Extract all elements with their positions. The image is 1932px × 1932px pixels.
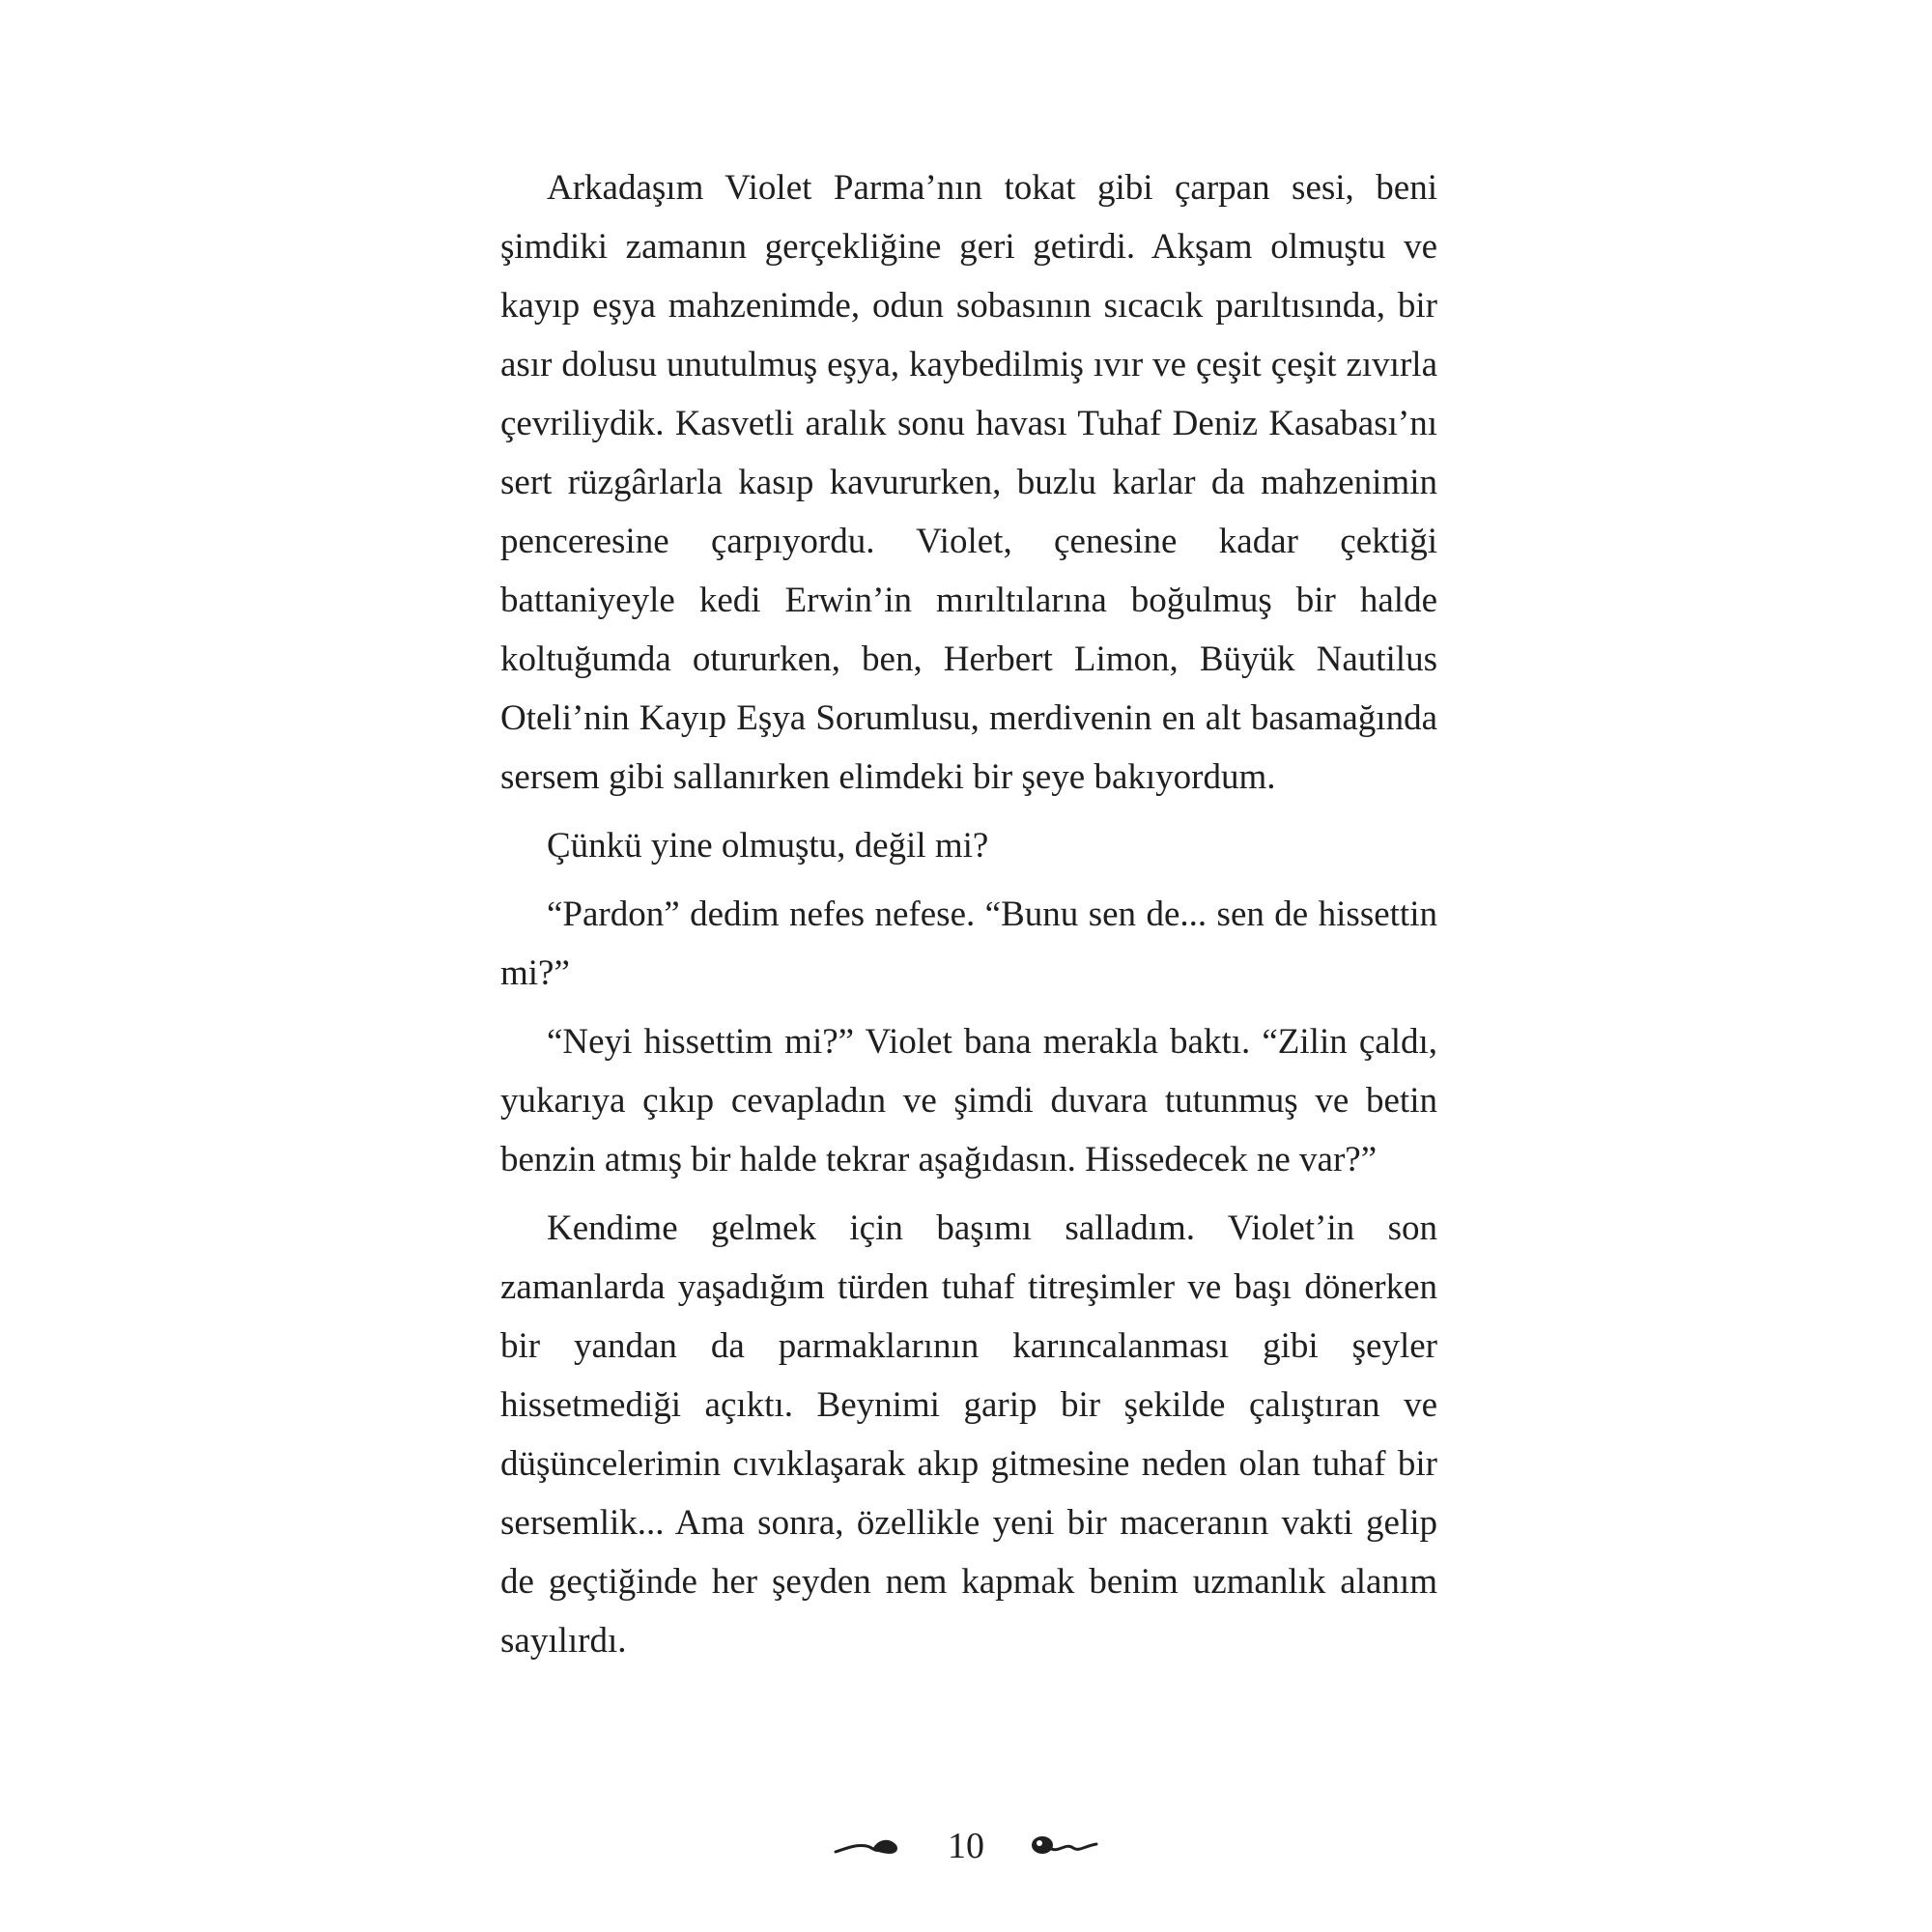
squiggle-ornament-left-icon <box>834 1829 903 1863</box>
paragraph-4: “Neyi hissettim mi?” Violet bana merakla baktı. “Zilin çaldı, yukarıya çıkıp cevapladın ve şimdi duvara tutunmuş ve betin benzin atmış bir halde tekrar aşağıdasın. Hissedecek ne var?” <box>500 1022 1437 1179</box>
paragraph-2: Çünkü yine olmuştu, değil mi? <box>547 826 989 866</box>
squiggle-ornament-right-icon <box>1029 1829 1098 1863</box>
book-page-body <box>500 158 1437 1680</box>
paragraph-1: Arkadaşım Violet Parma’nın tokat gibi çarpan sesi, beni şimdiki zamanın gerçekliğine geri getirdi. Akşam olmuştu ve kayıp eşya mahzenimde, odun sobasının sıcacık parıltısında, bir asır dolusu unutulmuş eşya, kaybedilmiş ıvır ve çeşit çeşit zıvırla çevriliydik. Kasvetli aralık sonu havası Tuhaf Deniz Kasabası’nı sert rüzgârlarla kasıp kavururken, buzlu karlar da mahzenimin penceresine çarpıyordu. Violet, çenesine kadar çektiği battaniyeyle kedi Erwin’in mırıltılarına boğulmuş bir halde koltuğumda otururken, ben, Herbert Limon, Büyük Nautilus Oteli’nin Kayıp Eşya Sorumlusu, merdivenin en alt basamağında sersem gibi sallanırken elimdeki bir şeye bakıyordum. <box>500 168 1437 797</box>
paragraph-5: Kendime gelmek için başımı salladım. Violet’in son zamanlarda yaşadığım türden tuhaf titreşimler ve başı dönerken bir yandan da parmaklarının karıncalanması gibi şeyler hissetmediği açıktı. Beynimi garip bir şekilde çalıştıran ve düşüncelerimin cıvıklaşarak akıp gitmesine neden olan tuhaf bir sersemlik... Ama sonra, özellikle yeni bir maceranın vakti gelip de geçtiğinde her şeyden nem kapmak benim uzmanlık alanım sayılırdı. <box>500 1208 1437 1661</box>
page-number: 10 <box>948 1826 984 1866</box>
paragraph-3: “Pardon” dedim nefes nefese. “Bunu sen de... sen de hissettin mi?” <box>500 895 1437 993</box>
page-footer <box>0 1822 1932 1870</box>
